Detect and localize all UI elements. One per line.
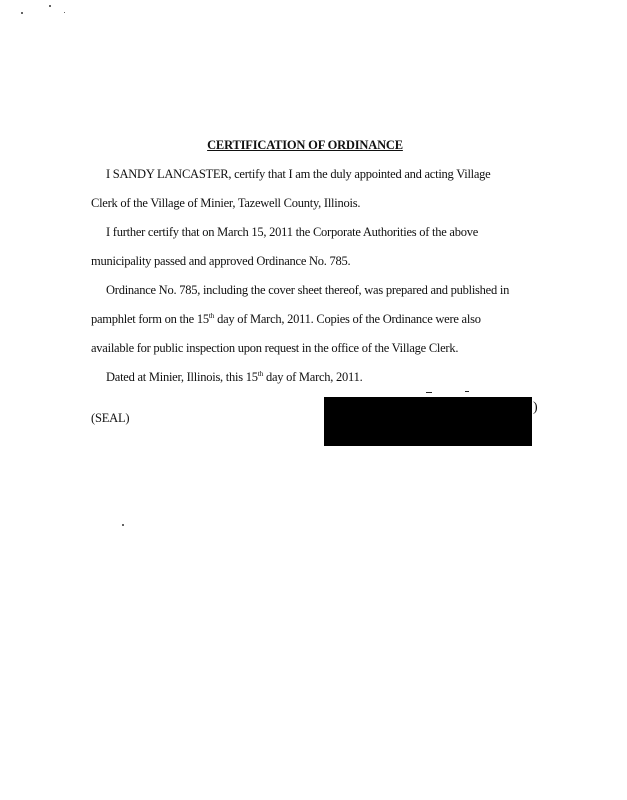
redacted-signature-block <box>324 397 532 446</box>
paragraph-2-line-1: I further certify that on March 15, 2011 the Corporate Authorities of the above <box>106 225 479 239</box>
dated-line-end: day of March, 2011. <box>263 370 363 384</box>
paragraph-3-line-2-end: day of March, 2011. Copies of the Ordinance were also <box>214 312 481 326</box>
signature-stroke <box>426 392 432 393</box>
dated-line-start: Dated at Minier, Illinois, this 15 <box>106 370 258 384</box>
paragraph-1-line-2: Clerk of the Village of Minier, Tazewell County, Illinois. <box>91 196 361 210</box>
paragraph-3-line-2-start: pamphlet form on the 15 <box>91 312 209 326</box>
dated-line <box>106 370 362 385</box>
paragraph-1-line-1: I SANDY LANCASTER, certify that I am the duly appointed and acting Village <box>106 167 491 181</box>
document-title: CERTIFICATION OF ORDINANCE <box>207 138 403 152</box>
paragraph-3-line-2 <box>91 312 481 327</box>
paragraph-2-line-2: municipality passed and approved Ordinance No. 785. <box>91 254 351 268</box>
ordinal-suffix: th <box>257 369 264 378</box>
scan-speck <box>49 5 51 7</box>
signature-bracket: ) <box>533 400 538 415</box>
ordinal-suffix: th <box>208 311 215 320</box>
scan-speck <box>122 524 124 526</box>
scan-speck <box>64 12 65 13</box>
seal-label: (SEAL) <box>91 411 130 425</box>
scan-speck <box>21 12 23 14</box>
signature-stroke <box>465 391 469 392</box>
paragraph-3-line-1: Ordinance No. 785, including the cover sheet thereof, was prepared and published in <box>106 283 510 297</box>
paragraph-3-line-3: available for public inspection upon request in the office of the Village Clerk. <box>91 341 459 355</box>
